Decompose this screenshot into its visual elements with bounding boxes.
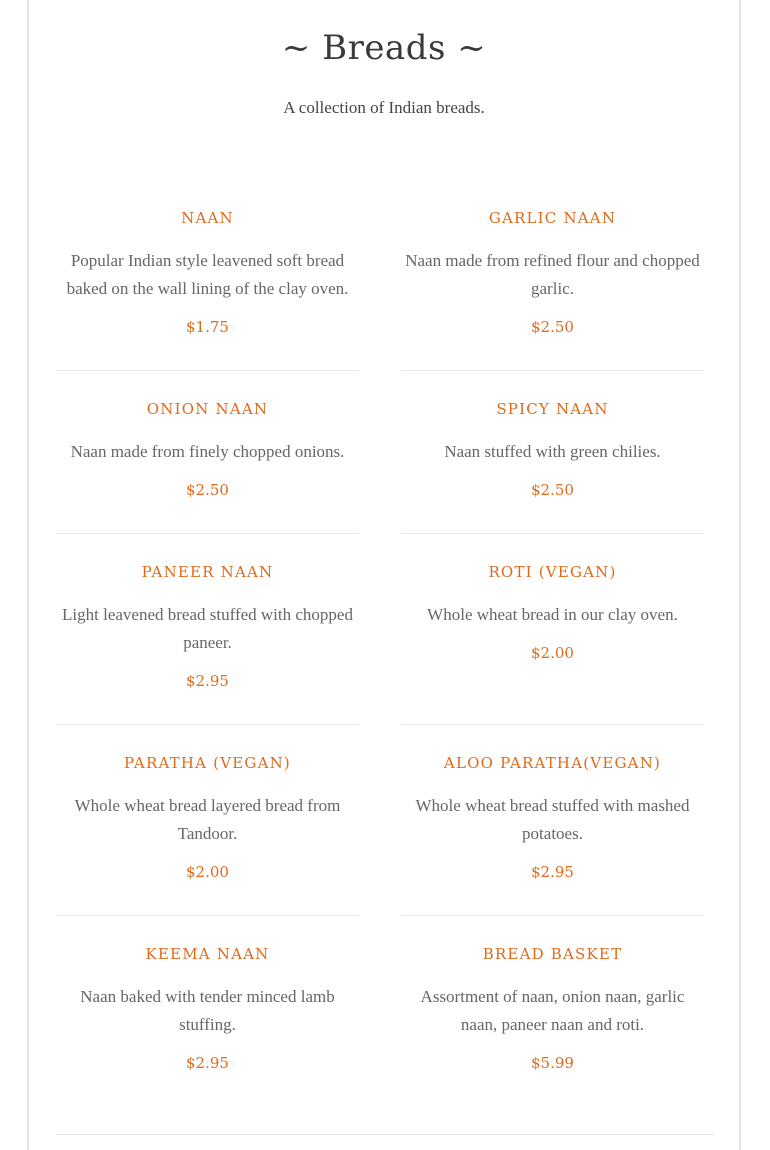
divider bbox=[56, 370, 359, 371]
divider bbox=[56, 533, 359, 534]
menu-item-keema-naan bbox=[56, 944, 359, 1073]
menu-item-price: $2.95 bbox=[186, 1054, 229, 1072]
menu-item-name: SPICY NAAN bbox=[496, 400, 609, 418]
divider bbox=[401, 370, 704, 371]
menu-item-description: Whole wheat bread stuffed with mashed potatoes. bbox=[415, 796, 690, 843]
menu-item-name: ONION NAAN bbox=[146, 400, 269, 418]
menu-item-price: $5.99 bbox=[531, 1054, 574, 1072]
menu-item-description: Naan baked with tender minced lamb stuffing. bbox=[80, 987, 335, 1034]
menu-item-price: $2.95 bbox=[186, 672, 229, 690]
menu-item-description: Whole wheat bread in our clay oven. bbox=[427, 605, 678, 624]
menu-item-aloo-paratha bbox=[401, 753, 704, 882]
menu-item-paratha bbox=[56, 753, 359, 882]
menu-item-naan bbox=[56, 208, 359, 337]
menu-item-paneer-naan bbox=[56, 562, 359, 691]
menu-item-name: ALOO PARATHA(VEGAN) bbox=[443, 754, 662, 772]
menu-item-name: KEEMA NAAN bbox=[145, 945, 270, 963]
menu-item-description: Naan made from finely chopped onions. bbox=[70, 442, 345, 461]
menu-item-description: Assortment of naan, onion naan, garlic naan, paneer naan and roti. bbox=[420, 987, 685, 1034]
menu-item-name: GARLIC NAAN bbox=[488, 209, 617, 227]
menu-item-name: NAAN bbox=[181, 209, 234, 227]
menu-item-price: $2.50 bbox=[186, 481, 229, 499]
menu-item-price: $2.50 bbox=[531, 481, 574, 499]
menu-item-name: PARATHA (VEGAN) bbox=[124, 754, 291, 772]
menu-item-description: Popular Indian style leavened soft bread baked on the wall lining of the clay oven. bbox=[66, 251, 349, 298]
menu-item-price: $2.95 bbox=[531, 863, 574, 881]
menu-item-name: PANEER NAAN bbox=[141, 563, 274, 581]
menu-item-description: Whole wheat bread layered bread from Tandoor. bbox=[74, 796, 341, 843]
menu-item-spicy-naan bbox=[401, 399, 704, 500]
divider bbox=[56, 915, 359, 916]
menu-item-garlic-naan bbox=[401, 208, 704, 337]
menu-item-price: $1.75 bbox=[186, 318, 229, 336]
menu-item-roti bbox=[401, 562, 704, 663]
menu-item-name: BREAD BASKET bbox=[482, 945, 623, 963]
divider bbox=[401, 915, 704, 916]
menu-item-name: ROTI (VEGAN) bbox=[488, 563, 617, 581]
menu-item-price: $2.00 bbox=[186, 863, 229, 881]
menu-item-price: $2.00 bbox=[531, 644, 574, 662]
menu-item-bread-basket bbox=[401, 944, 704, 1073]
divider bbox=[56, 724, 359, 725]
divider bbox=[401, 533, 704, 534]
menu-item-description: Naan stuffed with green chilies. bbox=[444, 442, 661, 461]
section-subtitle: A collection of Indian breads. bbox=[283, 98, 485, 117]
menu-item-price: $2.50 bbox=[531, 318, 574, 336]
menu-item-description: Light leavened bread stuffed with chopped paneer. bbox=[62, 605, 353, 652]
divider bbox=[401, 724, 704, 725]
section-title: ~ Breads ~ bbox=[281, 28, 487, 68]
menu-item-onion-naan bbox=[56, 399, 359, 500]
menu-item-description: Naan made from refined flour and chopped garlic. bbox=[405, 251, 700, 298]
section-divider bbox=[56, 1134, 714, 1135]
